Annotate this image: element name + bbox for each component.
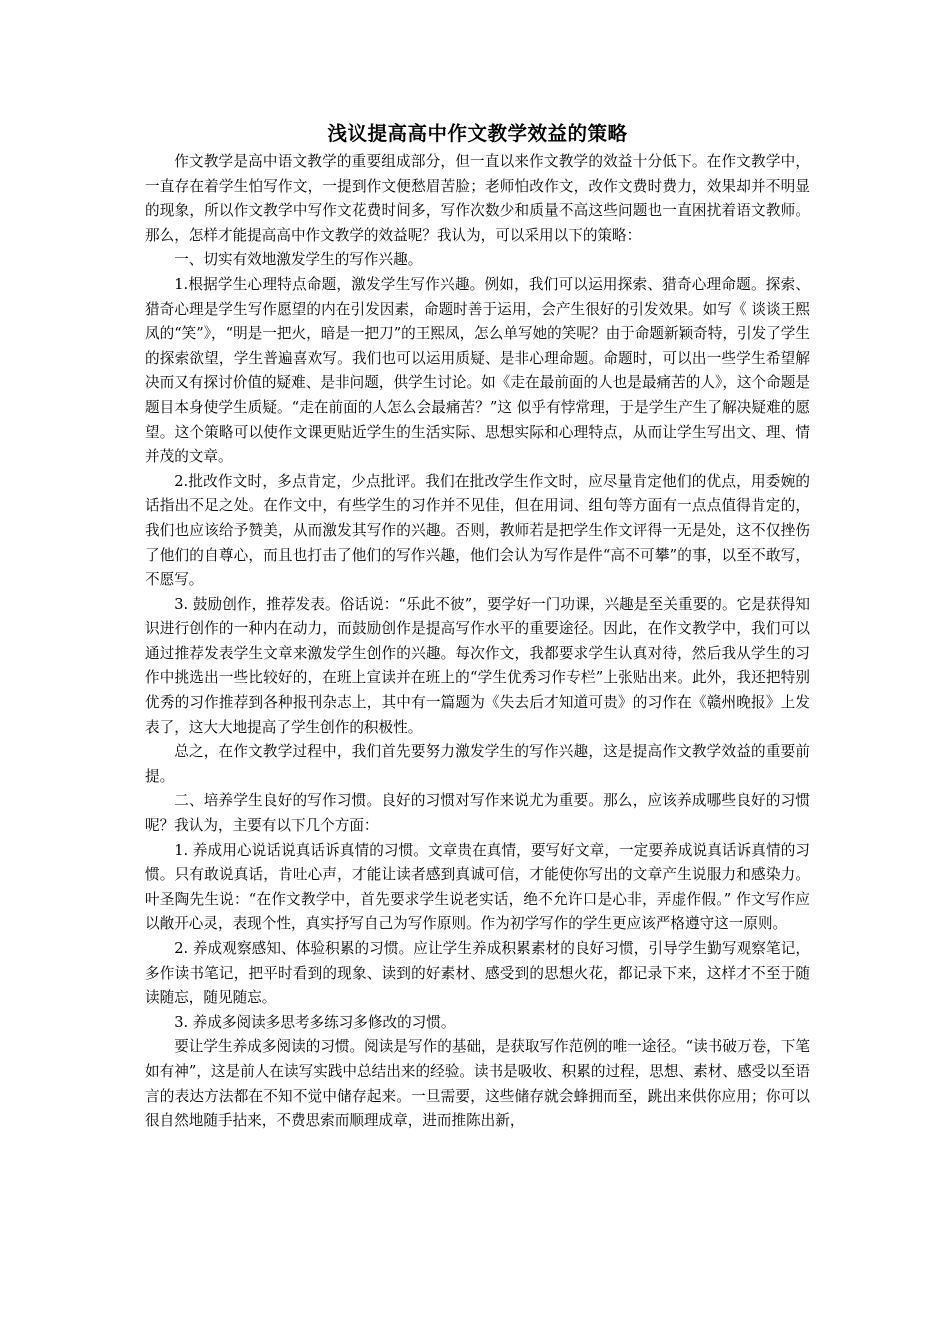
- paragraph-summary-1: 总之，在作文教学过程中，我们首先要努力激发学生的写作兴趣，这是提高作文教学效益的重要前提。: [145, 743, 810, 785]
- section-heading-2: 二、培养学生良好的写作习惯。良好的习惯对写作来说尤为重要。那么，应该养成哪些良好的习惯呢？我认为，主要有以下几个方面：: [145, 792, 810, 835]
- paragraph-2-1: 1. 养成用心说话说真话诉真情的习惯。文章贵在真情，要写好文章，一定要养成说真话诉真情的习惯。只有敢说真话，肯吐心声，才能让读者感到真诚可信，才能使你写出的文章产生说服力和感染力。叶圣陶先生说：“在作文教学中，首先要求学生说老实话，绝不允许口是心非，弄虚作假。” 作文写作应以敞开心灵，表现个性，真实抒写自己为写作原则。作为初学写作的学生更应该严格遵守这一原则。: [145, 841, 810, 933]
- document-title: 浅议提高高中作文教学效益的策略: [327, 122, 628, 145]
- paragraph-2-2: 2. 养成观察感知、体验积累的习惯。应让学生养成积累素材的良好习惯，引导学生勤写观察笔记，多作读书笔记，把平时看到的现象、读到的好素材、感受到的思想火花，都记录下来，这样才不至于随读随忘，随见随忘。: [145, 940, 810, 1007]
- paragraph-1-1: 1.根据学生心理特点命题，激发学生写作兴趣。例如，我们可以运用探索、猎奇心理命题。探索、猎奇心理是学生写作愿望的内在引发因素，命题时善于运用，会产生很好的引发效果。如写《 谈谈王熙凤的“笑”》，“明是一把火，暗是一把刀”的王熙凤，怎么单写她的笑呢？由于命题新颖奇特，引发了学生的探索欲望，学生普遍喜欢写。我们也可以运用质疑、是非心理命题。命题时，可以出一些学生希望解决而又有探讨价值的疑难、是非问题，供学生讨论。如《走在最前面的人也是最痛苦的人》，这个命题是题目本身使学生质疑。“走在前面的人怎么会最痛苦？”这 似乎有悖常理，于是学生产生了解决疑难的愿望。这个策略可以使作文课更贴近学生的生活实际、思想实际和心理特点，从而让学生写出文、理、情并茂的文章。: [145, 275, 810, 466]
- section-heading-1: 一、切实有效地激发学生的写作兴趣。: [174, 251, 423, 269]
- paragraph-1-2: 2.批改作文时，多点肯定，少点批评。我们在批改学生作文时，应尽量肯定他们的优点，用委婉的话指出不足之处。在作文中，有些学生的习作并不见佳，但在用词、组句等方面有一点点值得肯定的，我们也应该给予赞美，从而激发其写作的兴趣。否则，教师若是把学生作文评得一无是处，这不仅挫伤了他们的自尊心，而且也打击了他们的写作兴趣，他们会认为写作是件“高不可攀”的事，以至不敢写，不愿写。: [145, 472, 810, 589]
- paragraph-2-3: 3. 养成多阅读多思考多练习多修改的习惯。: [174, 1013, 456, 1031]
- paragraph-2-3-body: 要让学生养成多阅读的习惯。阅读是写作的基础，是获取写作范例的唯一途径。“读书破万卷，下笔如有神”，这是前人在读写实践中总结出来的经验。读书是吸收、积累的过程，思想、素材、感受以至语言的表达方法都在不知不觉中储存起来。一旦需要，这些储存就会蜂拥而至，跳出来供你应用；你可以很自然地随手拈来，不费思索而顺理成章，进而推陈出新，: [145, 1038, 810, 1130]
- paragraph-intro: 作文教学是高中语文教学的重要组成部分，但一直以来作文教学的效益十分低下。在作文教学中，一直存在着学生怕写作文，一提到作文便愁眉苦脸；老师怕改作文，改作文费时费力，效果却并不明显的现象，所以作文教学中写作文花费时间多，写作次数少和质量不高这些问题也一直困扰着语文教师。那么，怎样才能提高高中作文教学的效益呢？我认为，可以采用以下的策略：: [145, 153, 810, 244]
- document-page: [145, 120, 810, 1134]
- paragraph-1-3: 3. 鼓励创作，推荐发表。俗话说：“乐此不彼”，要学好一门功课，兴趣是至关重要的。它是获得知识进行创作的一种内在动力，而鼓励创作是提高写作水平的重要途径。因此，在作文教学中，我们可以通过推荐发表学生文章来激发学生创作的兴趣。每次作文，我都要求学生认真对待，然后我从学生的习作中挑选出一些比较好的，在班上宣读并在班上的“学生优秀习作专栏”上张贴出来。此外，我还把特别优秀的习作推荐到各种报刊杂志上，其中有一篇题为《失去后才知道可贵》的习作在《赣州晚报》上发表了，这大大地提高了学生创作的积极性。: [145, 595, 810, 736]
